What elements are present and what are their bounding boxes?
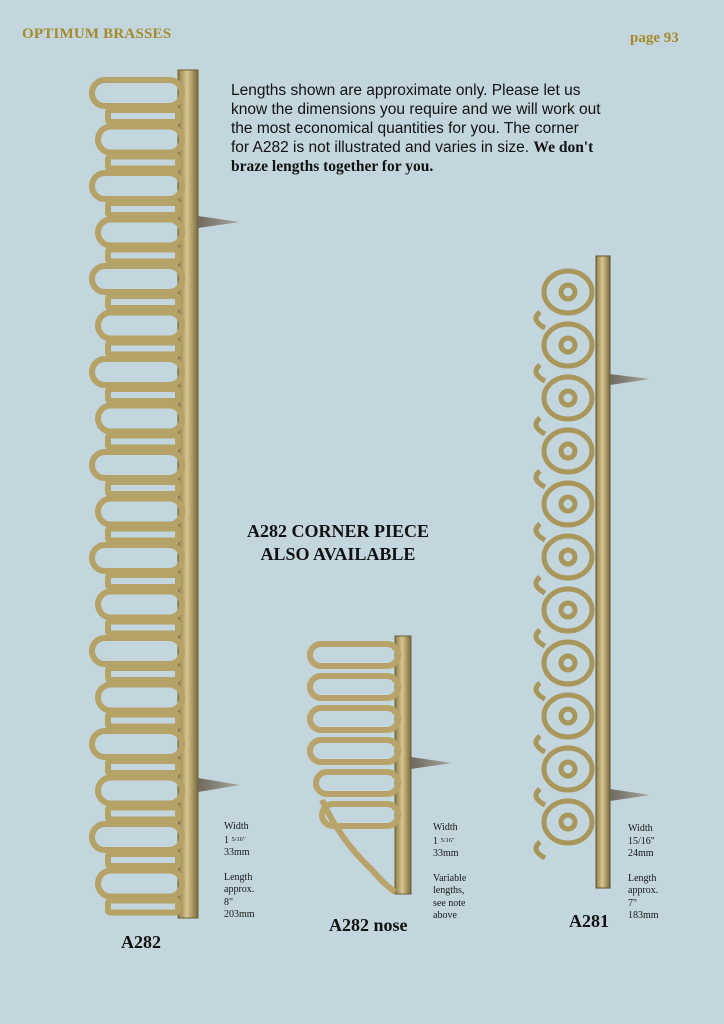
nose-loop [310,644,398,666]
a282-bar [108,808,178,820]
corner-piece-note [238,520,438,566]
nose-width-mm: 33mm [433,848,459,859]
a282-photo [92,70,240,918]
a281-center [561,656,575,670]
a281-center [561,550,575,564]
a281-width-title: Width [628,823,653,834]
a281-oval [544,430,592,472]
nose-width-fraction: 5/16" [440,836,455,844]
a281-specs [628,823,659,923]
a282-bar [108,482,178,494]
a282-length-qualifier: approx. [224,884,255,895]
a282-bar [108,529,178,541]
a281-length-title: Length [628,872,657,884]
a282-loop [98,127,182,153]
nose-note-line-3: see note [433,897,466,909]
a281-center [561,603,575,617]
a281-scroll [536,418,545,434]
a282-bar [108,436,178,448]
a282-bar [108,296,178,308]
a281-oval [544,642,592,684]
a281-oval [544,589,592,631]
a282-length-inches: 8" [224,896,234,908]
a282-bar [108,343,178,355]
a282-width-title: Width [224,821,249,832]
a282-loop [92,266,182,292]
a281-photo [536,256,650,888]
a281-scroll [536,736,545,752]
a282-loop [98,313,182,339]
nose-loop [316,772,398,794]
a281-center [561,709,575,723]
nose-width-title: Width [433,822,458,833]
a282-width-inches: 1 $^{5/16"}$ [224,834,246,846]
a282-bar [108,854,178,866]
a282-bar [108,668,178,680]
a281-oval [544,801,592,843]
a282-loop [92,545,182,571]
a281-oval [544,324,592,366]
a281-scroll [536,683,545,699]
a281-length-qualifier: approx. [628,885,659,896]
a282-bar [108,901,178,913]
page-number: page 93 [630,30,679,46]
a282-loop [98,592,182,618]
a282-nose-photo [310,636,452,894]
a282-bar [108,575,178,587]
a282-label: A282 [121,932,161,952]
a282-loop [92,824,182,850]
a281-center [561,285,575,299]
a282-loop [92,638,182,664]
a281-center [561,391,575,405]
a281-oval [544,748,592,790]
nose-note-line-4: above [433,910,457,921]
a282-nose-specs [433,822,466,923]
a281-label: A281 [569,911,609,931]
a282-bar [108,622,178,634]
nose-note-line-1: Variable [433,872,467,884]
a281-scroll [536,577,545,593]
a281-scroll [536,471,545,487]
a281-center [561,444,575,458]
a281-oval [544,377,592,419]
a282-loop [92,80,182,106]
a282-width-fraction: 5/16" [231,835,246,843]
a281-scroll [536,312,545,328]
nose-loop [310,676,398,698]
a282-loop [92,359,182,385]
a282-loop [98,220,182,246]
corner-note-line-2: ALSO AVAILABLE [260,544,416,564]
a281-scroll [536,524,545,540]
nose-loop [310,708,398,730]
nose-note-line-2: lengths, [433,885,465,896]
a282-length-mm: 203mm [224,909,255,920]
a281-oval [544,695,592,737]
a282-loop [92,173,182,199]
intro-bold-text: We don't braze lengths together for you. [231,139,594,175]
a281-length-inches: 7" [628,897,638,909]
a282-loop [92,731,182,757]
a282-length-title: Length [224,871,253,883]
a281-scroll [536,842,545,858]
a282-bar [108,203,178,215]
brand-name: OPTIMUM BRASSES [22,26,172,42]
a281-center [561,497,575,511]
a282-bar [108,715,178,727]
a281-scroll [536,789,545,805]
a282-loop [98,685,182,711]
a282-bar [108,389,178,401]
intro-normal-text: Lengths shown are approximate only. Please let us know the dimensions you require and we will work out the most economical quantities for you. The corner for A282 is not illustrated and varies in size. [231,82,601,156]
a282-specs [224,821,255,922]
a282-loop [98,778,182,804]
a282-width-mm: 33mm [224,847,250,858]
a281-width-mm: 24mm [628,848,654,859]
nose-loop [310,740,398,762]
a281-oval [544,271,592,313]
a282-bar [108,157,178,169]
a281-oval [544,536,592,578]
a282-bar [108,761,178,773]
nose-width-inches: 1 $^{5/16"}$ [433,835,455,847]
a282-bar [108,250,178,262]
a282-bar [108,110,178,122]
a281-center [561,815,575,829]
a282-loop [92,452,182,478]
a281-scroll [536,630,545,646]
a281-center [561,338,575,352]
a282-loop [98,499,182,525]
a281-length-mm: 183mm [628,910,659,921]
a282-loop [98,406,182,432]
a281-scroll [536,365,545,381]
a281-oval [544,483,592,525]
a282-loop [98,871,182,897]
corner-note-line-1: A282 CORNER PIECE [246,521,429,541]
a282-nose-label: A282 nose [329,915,408,935]
a281-center [561,762,575,776]
a281-width-inches: 15/16" [628,835,655,847]
